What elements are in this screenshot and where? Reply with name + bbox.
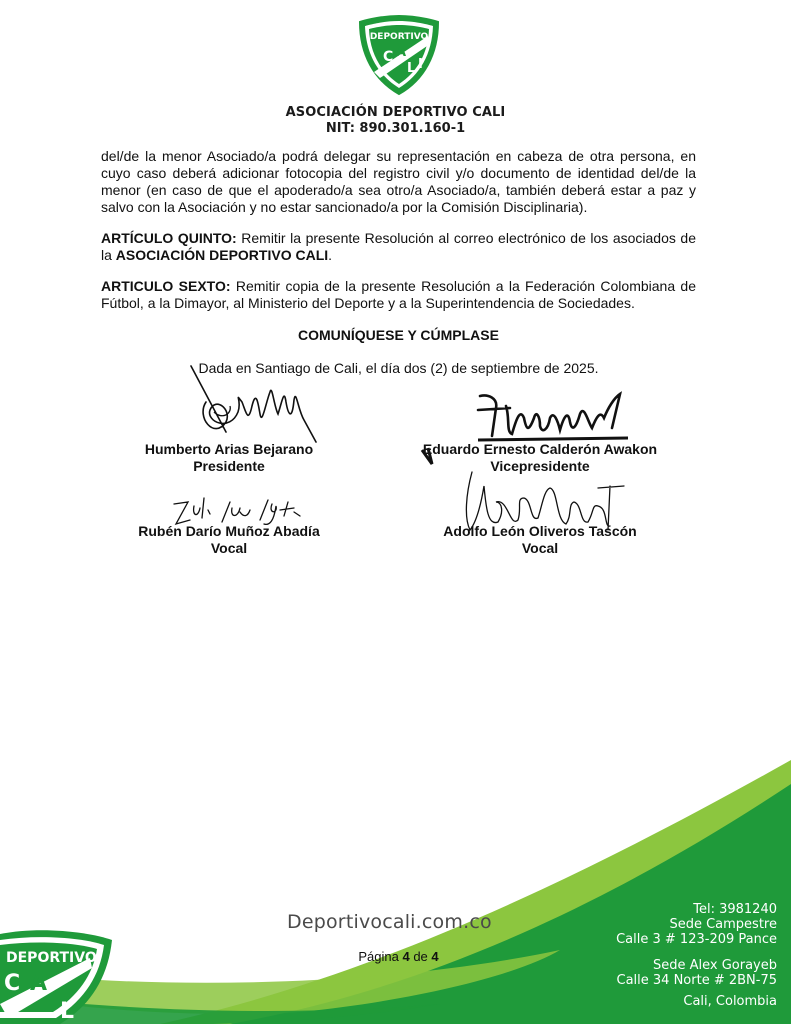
crest-letter-a: A [396, 45, 407, 60]
organization-nit: NIT: 890.301.160-1 [325, 121, 466, 136]
page-current: 4 [402, 949, 410, 964]
article-sixth [101, 278, 696, 312]
article-sixth-label: ARTICULO SEXTO: [101, 278, 231, 294]
footer-club-badge [0, 928, 118, 1024]
signatory-name: Humberto Arias Bejarano [144, 441, 314, 457]
footer-phone: Tel: 3981240 [693, 902, 777, 917]
article-fifth [101, 230, 696, 264]
page-middle: de [409, 949, 432, 964]
signatory-president [128, 441, 330, 475]
footer-site2-address: Calle 34 Norte # 2BN-75 [616, 973, 777, 988]
signatory-name: Adolfo León Oliveros Tascón [443, 523, 637, 539]
signatory-name: Eduardo Ernesto Calderón Awakon [422, 441, 658, 457]
article-fifth-label: ARTÍCULO QUINTO: [101, 230, 237, 246]
badge-top-text: DEPORTIVO [6, 950, 97, 966]
signatory-role: Vocal [521, 540, 559, 556]
article-sixth-text: Remitir copia de la presente Resolución a la Federación Colombiana de Fútbol, a la Dimayor, al Ministerio del Deporte y a la Superintendencia de Sociedades. [101, 278, 697, 311]
paragraph-continuation: del/de la menor Asociado/a podrá delegar su representación en cabeza de otra persona, en cuyo caso deberá adicionar fotocopia del registro civil y/o documento de identidad del/de la menor (en caso de que el apoderado/a sea otro/a Asociado/a, también deberá estar a paz y salvo con la Asociación y no estar sancionado/a por la Comisión Disciplinaria). [101, 148, 696, 215]
footer-contact-block-1 [616, 902, 777, 947]
badge-letter-c: C [4, 971, 21, 996]
footer-site2-name: Sede Alex Gorayeb [652, 958, 777, 973]
closing-statement: COMUNÍQUESE Y CÚMPLASE [298, 327, 499, 343]
footer-website: Deportivocali.com.co [287, 911, 492, 933]
article-fifth-entity: ASOCIACIÓN DEPORTIVO CALI [115, 247, 329, 263]
footer-contact-block-2 [617, 958, 778, 988]
footer-site1-name: Sede Campestre [669, 917, 777, 932]
article-fifth-text: Remitir la presente Resolución al correo electrónico de los asociados de la [101, 230, 696, 263]
club-crest-logo [358, 14, 440, 96]
signatory-role: Vicepresidente [490, 458, 590, 474]
signatory-name: Rubén Darío Muñoz Abadía [138, 523, 320, 539]
crest-letter-l: L [407, 61, 416, 76]
badge-letter-l: L [60, 999, 75, 1024]
page-prefix: Página [358, 949, 403, 964]
crest-letter-i: I [418, 57, 423, 72]
signatory-vicepresident [418, 441, 662, 475]
date-line: Dada en Santiago de Cali, el día dos (2) de septiembre de 2025. [198, 360, 599, 376]
footer-city: Cali, Colombia [683, 994, 777, 1009]
crest-top-text: DEPORTIVO [369, 32, 429, 42]
signatory-vocal-2 [428, 523, 652, 557]
badge-letter-a: A [30, 971, 48, 996]
organization-name: ASOCIACIÓN DEPORTIVO CALI [285, 105, 506, 120]
signatory-role: Presidente [193, 458, 265, 474]
signatory-vocal-1 [128, 523, 330, 557]
signatory-role: Vocal [210, 540, 248, 556]
footer-site1-address: Calle 3 # 123-209 Pance [616, 932, 777, 947]
article-fifth-end: . [328, 247, 333, 263]
crest-letter-c: C [383, 49, 394, 65]
page-total: 4 [431, 949, 439, 964]
